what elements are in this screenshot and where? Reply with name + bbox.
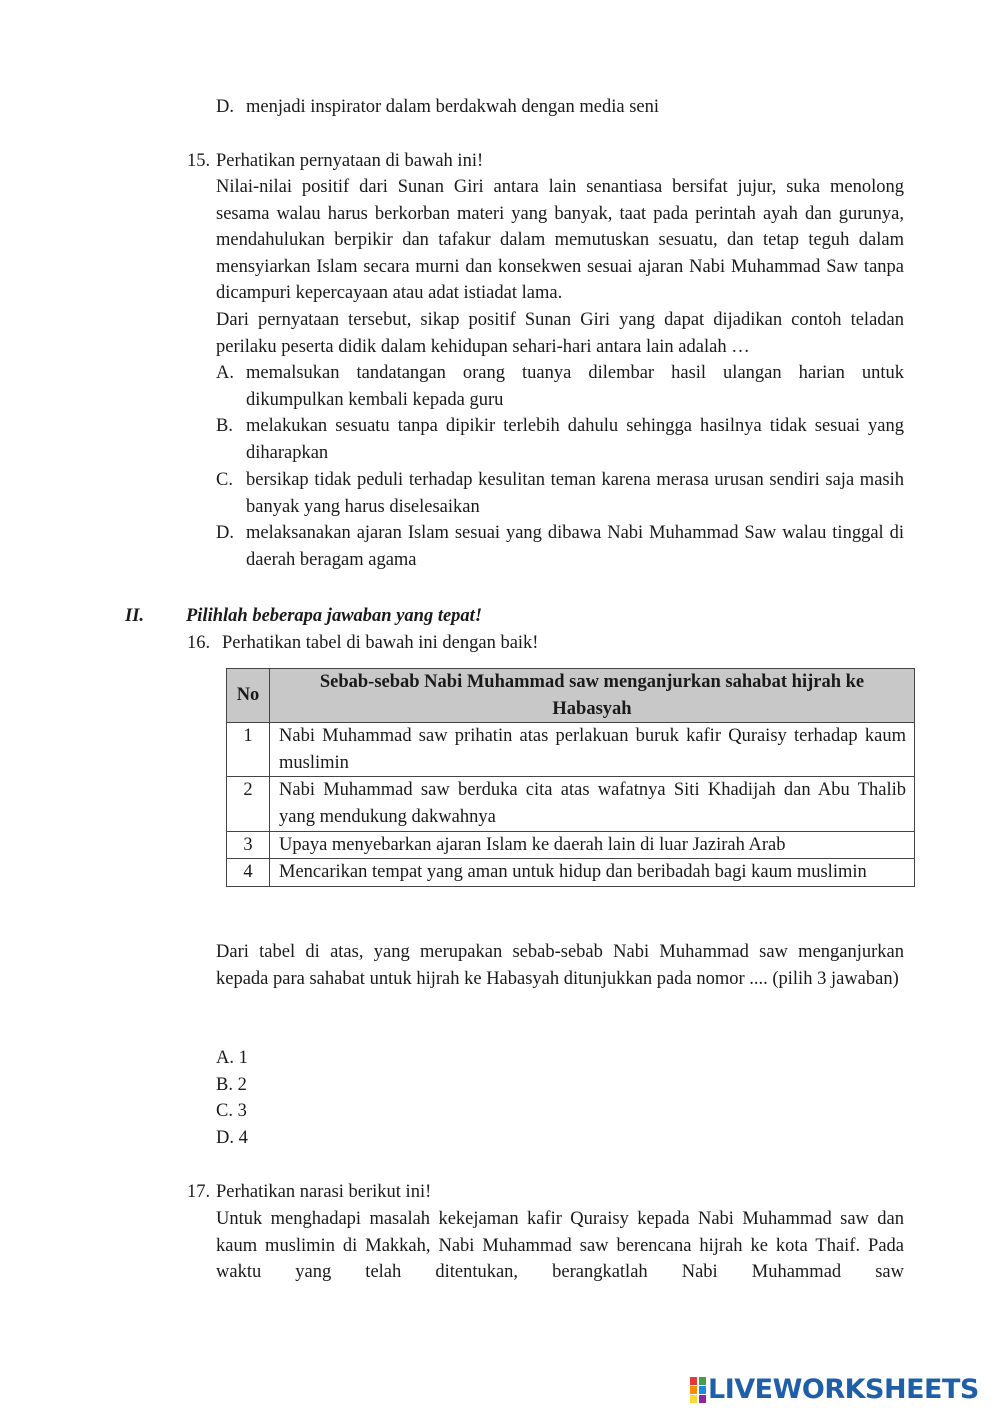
option-label: C. xyxy=(216,470,233,490)
table-row xyxy=(227,831,915,859)
q15-option-c[interactable] xyxy=(216,467,904,520)
q14-option-d xyxy=(216,94,904,121)
sebab-table xyxy=(226,668,915,887)
section-numeral: II. xyxy=(125,606,145,626)
q15-question: Dari pernyataan tersebut, sikap positif Sunan Giri yang dapat dijadikan contoh teladan perilaku peserta didik dalam kehidupan sehari-hari antara lain adalah … xyxy=(216,310,904,357)
q15-statement: Nilai-nilai positif dari Sunan Giri antara lain senantiasa bersifat jujur, suka menolong sesama walau harus berkorban materi yang banyak, taat pada perintah ayah dan gurunya, mendahulukan berpikir dan tafakur dalam memutuskan sesuatu, dan tetap teguh dalam mensyiarkan Islam secara murni dan konsekwen sesuai ajaran Nabi Muhammad Saw tanpa dicampuri kepercayaan atau adat istiadat lama. xyxy=(216,177,904,304)
q15-number: 15. xyxy=(187,151,211,171)
option-label: D. xyxy=(216,523,234,543)
logo-block xyxy=(699,1395,706,1403)
option-label: B. xyxy=(216,416,233,436)
section-heading: Pilihlah beberapa jawaban yang tepat! xyxy=(186,606,483,626)
logo-block xyxy=(690,1395,697,1403)
table-row xyxy=(227,777,915,831)
option-text: melakukan sesuatu tanpa dipikir terlebih dahulu sehingga hasilnya tidak sesuai yang diharapkan xyxy=(246,416,904,463)
logo-block xyxy=(690,1386,697,1394)
table-row xyxy=(227,723,915,777)
option-text: bersikap tidak peduli terhadap kesulitan teman karena merasa urusan sendiri saja masih banyak yang harus diselesaikan xyxy=(246,470,904,517)
q16-answer-d[interactable]: D. 4 xyxy=(216,1128,248,1148)
logo-block xyxy=(690,1377,697,1385)
q17-number: 17. xyxy=(187,1182,211,1202)
q15-option-d[interactable] xyxy=(216,520,904,573)
row-text: Mencarikan tempat yang aman untuk hidup dan beribadah bagi kaum muslimin xyxy=(270,859,915,887)
table-header-row xyxy=(227,669,915,723)
row-text: Nabi Muhammad saw prihatin atas perlakuan buruk kafir Quraisy terhadap kaum muslimin xyxy=(270,723,915,777)
row-number: 2 xyxy=(227,777,270,831)
option-text: melaksanakan ajaran Islam sesuai yang dibawa Nabi Muhammad Saw walau tinggal di daerah beragam agama xyxy=(246,523,904,570)
row-number: 4 xyxy=(227,859,270,887)
row-text: Nabi Muhammad saw berduka cita atas wafatnya Siti Khadijah dan Abu Thalib yang mendukung dakwahnya xyxy=(270,777,915,831)
row-number: 1 xyxy=(227,723,270,777)
q17-narrative: Untuk menghadapi masalah kekejaman kafir Quraisy kepada Nabi Muhammad saw dan kaum muslimin di Makkah, Nabi Muhammad saw berencana hijrah ke kota Thaif. Pada waktu yang telah ditentukan, berangkatlah Nabi Muhammad saw xyxy=(216,1209,904,1283)
q16-prompt: Perhatikan tabel di bawah ini dengan baik! xyxy=(222,633,539,653)
row-number: 3 xyxy=(227,831,270,859)
row-text: Upaya menyebarkan ajaran Islam ke daerah lain di luar Jazirah Arab xyxy=(270,831,915,859)
q15-option-a[interactable] xyxy=(216,360,904,413)
q15-prompt: Perhatikan pernyataan di bawah ini! xyxy=(216,151,484,171)
logo-block xyxy=(699,1386,706,1394)
logo-block xyxy=(699,1377,706,1385)
logo-text: LIVEWORKSHEETS xyxy=(708,1374,979,1405)
option-text: menjadi inspirator dalam berdakwah dengan media seni xyxy=(246,97,660,117)
option-text: memalsukan tandatangan orang tuanya dilembar hasil ulangan harian untuk dikumpulkan kembali kepada guru xyxy=(246,363,904,410)
q16-answer-a[interactable]: A. 1 xyxy=(216,1048,248,1068)
option-label: A. xyxy=(216,363,234,383)
q17-prompt: Perhatikan narasi berikut ini! xyxy=(216,1182,432,1202)
column-header-no: No xyxy=(227,669,270,723)
q16-question: Dari tabel di atas, yang merupakan sebab-sebab Nabi Muhammad saw menganjurkan kepada para sahabat untuk hijrah ke Habasyah ditunjukkan pada nomor .... (pilih 3 jawaban) xyxy=(216,942,904,989)
table-row xyxy=(227,859,915,887)
column-header-title: Sebab-sebab Nabi Muhammad saw menganjurkan sahabat hijrah ke Habasyah xyxy=(270,669,915,723)
logo-mark-icon xyxy=(690,1377,706,1403)
q16-answer-c[interactable]: C. 3 xyxy=(216,1101,247,1121)
q15-option-b[interactable] xyxy=(216,413,904,466)
liveworksheets-logo[interactable] xyxy=(690,1374,990,1406)
q16-answer-b[interactable]: B. 2 xyxy=(216,1075,247,1095)
q16-number: 16. xyxy=(187,633,211,653)
option-label: D. xyxy=(216,97,234,117)
